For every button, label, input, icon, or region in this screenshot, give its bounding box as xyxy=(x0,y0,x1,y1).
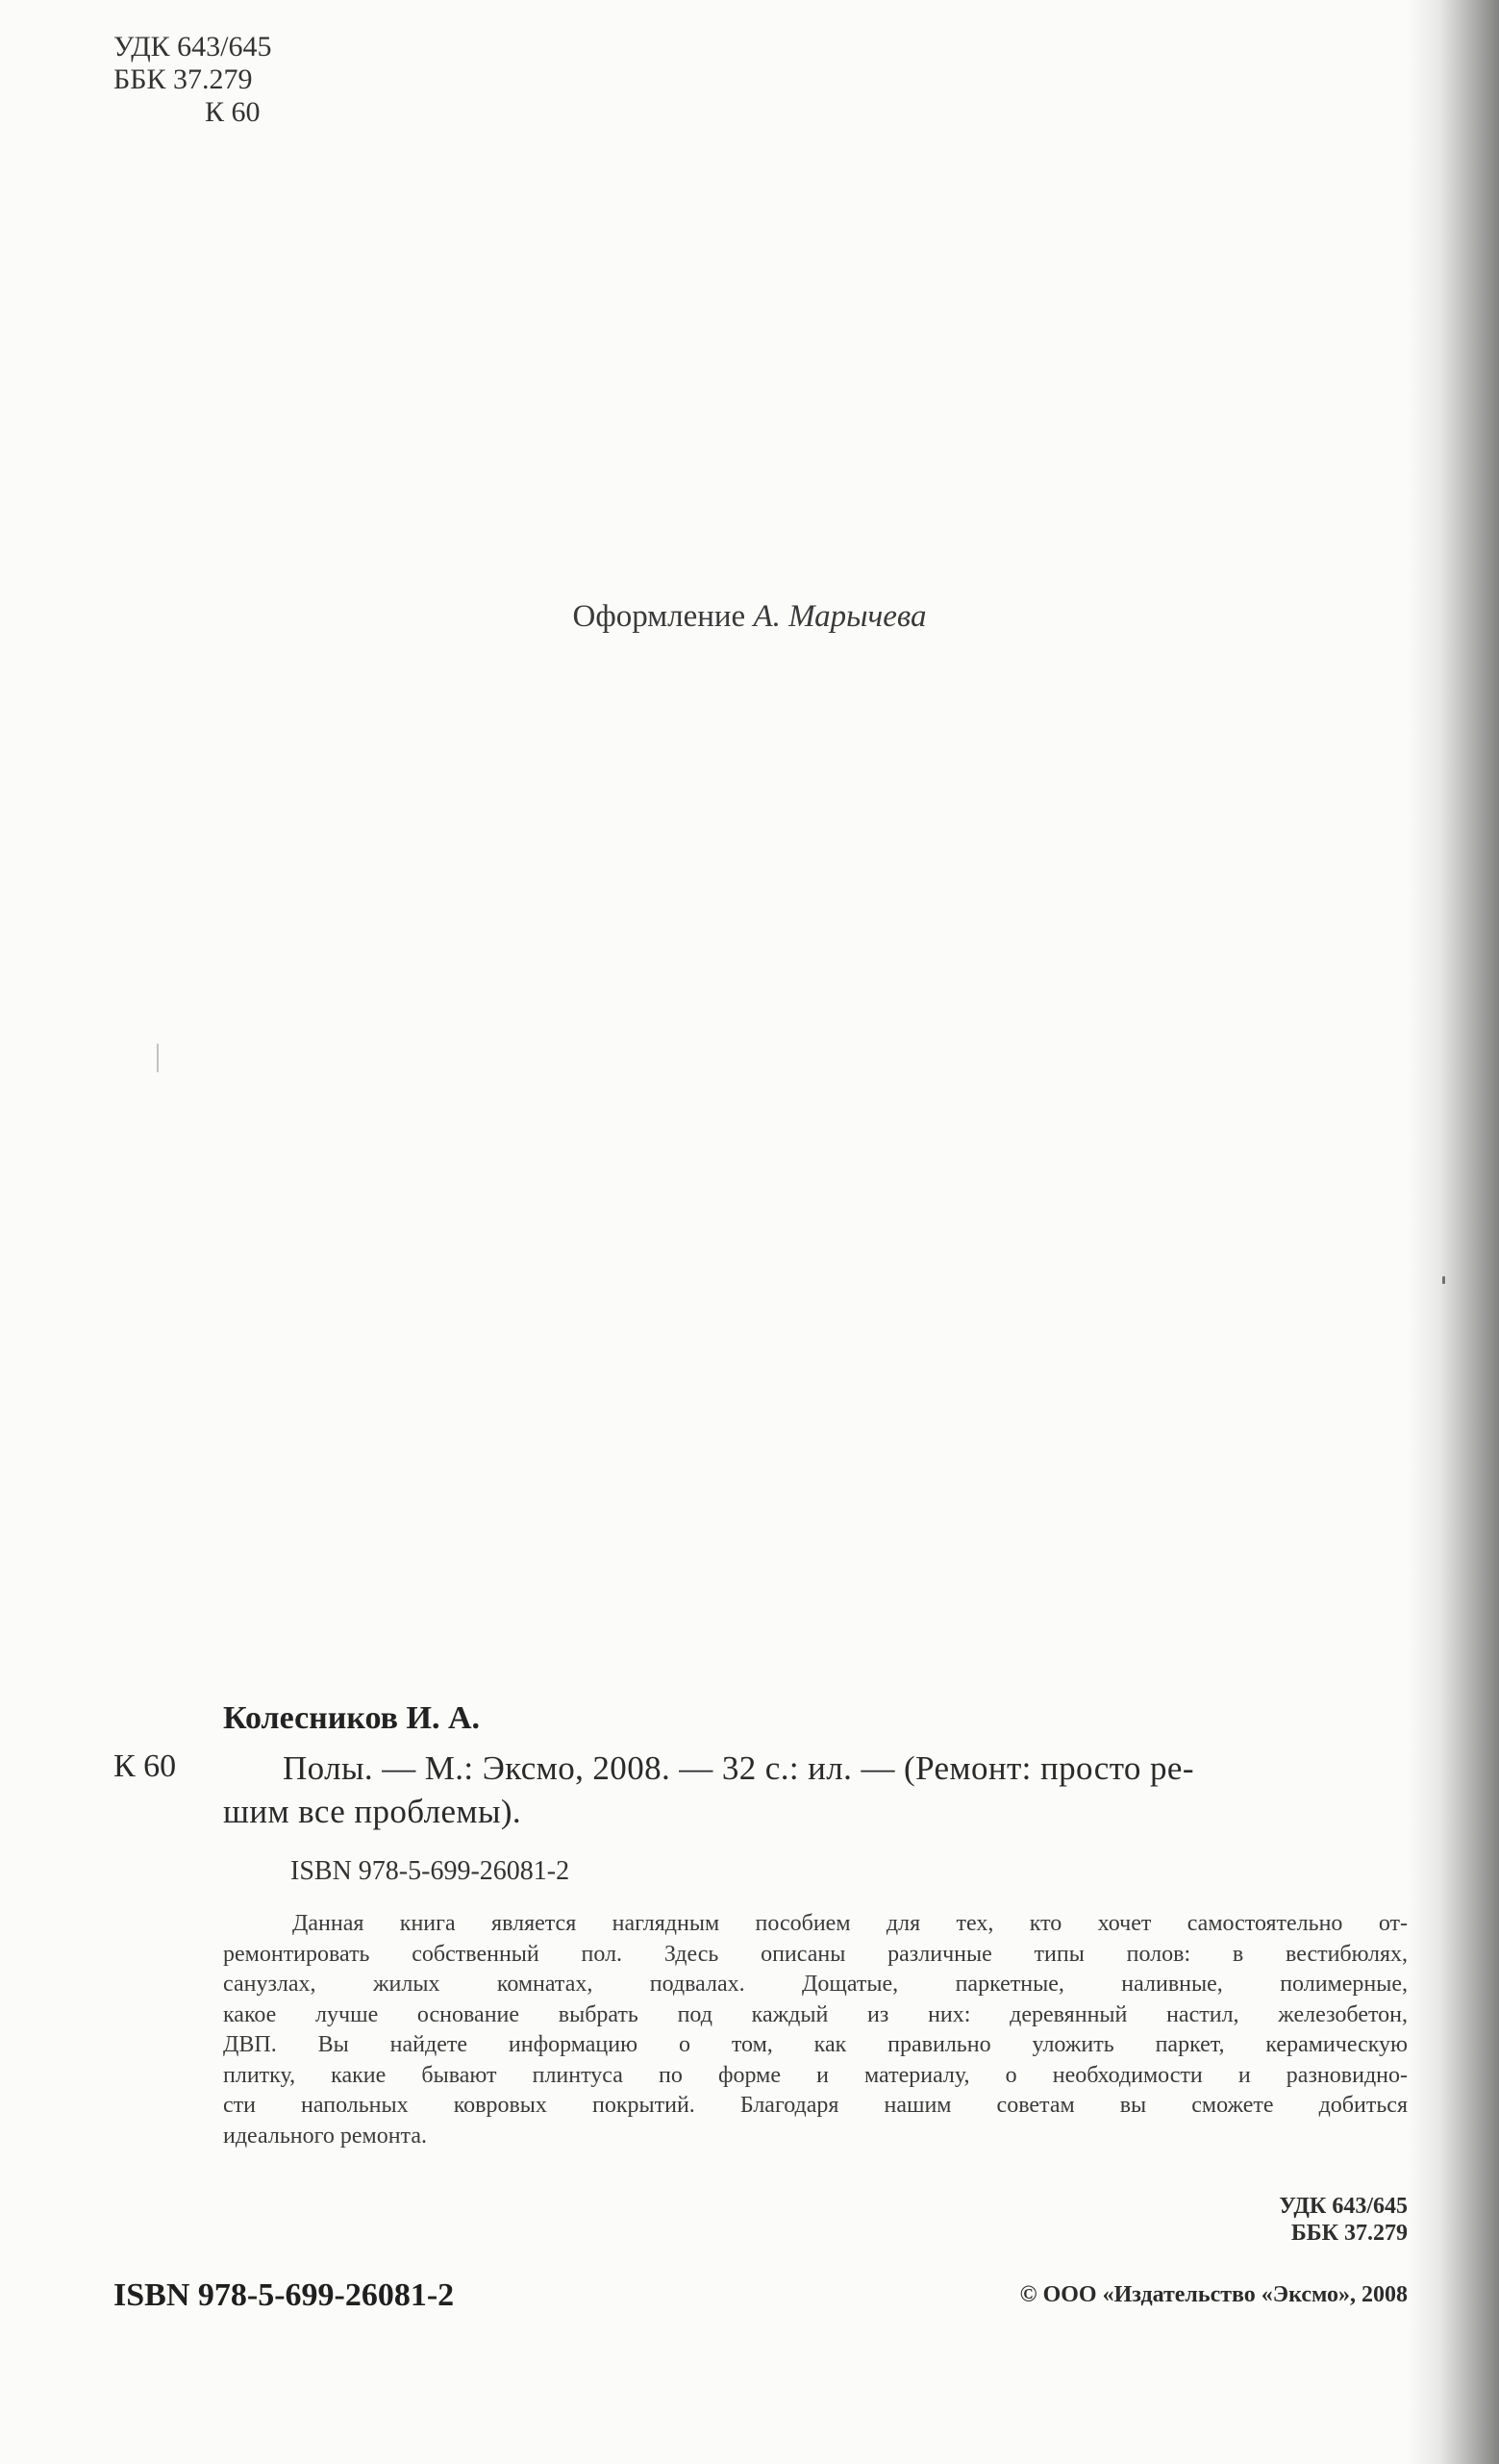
record-index: К 60 xyxy=(113,1748,177,1784)
udk-code-bottom: УДК 643/645 xyxy=(1279,2194,1408,2219)
abstract-line: плитку, какие бывают плинтуса по форме и материалу, о необходимости и разновидно- xyxy=(223,2062,1408,2088)
abstract-line: идеального ремонта. xyxy=(223,2123,427,2149)
abstract-line: какое лучше основание выбрать под каждый из них: деревянный настил, железобетон, xyxy=(223,2001,1408,2027)
bibliographic-line-1: Полы. — М.: Эксмо, 2008. — 32 с.: ил. — (Ремонт: просто ре- xyxy=(283,1749,1194,1787)
book-abstract xyxy=(223,1909,1408,2151)
abstract-line: Данная книга является наглядным пособием для тех, кто хочет самостоятельно от- xyxy=(292,1911,1408,1936)
scan-edge-shadow xyxy=(1408,0,1499,2464)
bbk-code: ББК 37.279 xyxy=(113,63,253,95)
classification-codes-top xyxy=(113,31,272,129)
abstract-line: сти напольных ковровых покрытий. Благодаря нашим советам вы сможете добиться xyxy=(223,2093,1408,2118)
abstract-line: санузлах, жилых комнатах, подвалах. Дощатые, паркетные, наливные, полимерные, xyxy=(223,1972,1408,1997)
author-index: К 60 xyxy=(205,96,261,128)
scan-speck xyxy=(1442,1276,1445,1284)
designer-name: А. Марычева xyxy=(753,599,927,634)
classification-codes-bottom xyxy=(1279,2193,1408,2247)
author-name: Колесников И. А. xyxy=(223,1700,481,1736)
scan-speck xyxy=(157,1043,159,1072)
abstract-line: ДВП. Вы найдете информацию о том, как правильно уложить паркет, керамическую xyxy=(223,2032,1408,2057)
design-credit-label: Оформление xyxy=(572,599,746,634)
bibliographic-line-2: шим все проблемы). xyxy=(223,1793,522,1830)
design-credit xyxy=(0,599,1499,635)
abstract-line: ремонтировать собственный пол. Здесь описаны различные типы полов: в вестибюлях, xyxy=(223,1941,1408,1967)
udk-code: УДК 643/645 xyxy=(113,31,272,63)
footer-isbn: ISBN 978-5-699-26081-2 xyxy=(113,2277,455,2313)
bibliographic-description xyxy=(223,1747,1406,1833)
bbk-code-bottom: ББК 37.279 xyxy=(1290,2221,1408,2246)
copyright-notice: © ООО «Издательство «Эксмо», 2008 xyxy=(1019,2282,1408,2307)
record-isbn: ISBN 978-5-699-26081-2 xyxy=(290,1856,570,1886)
